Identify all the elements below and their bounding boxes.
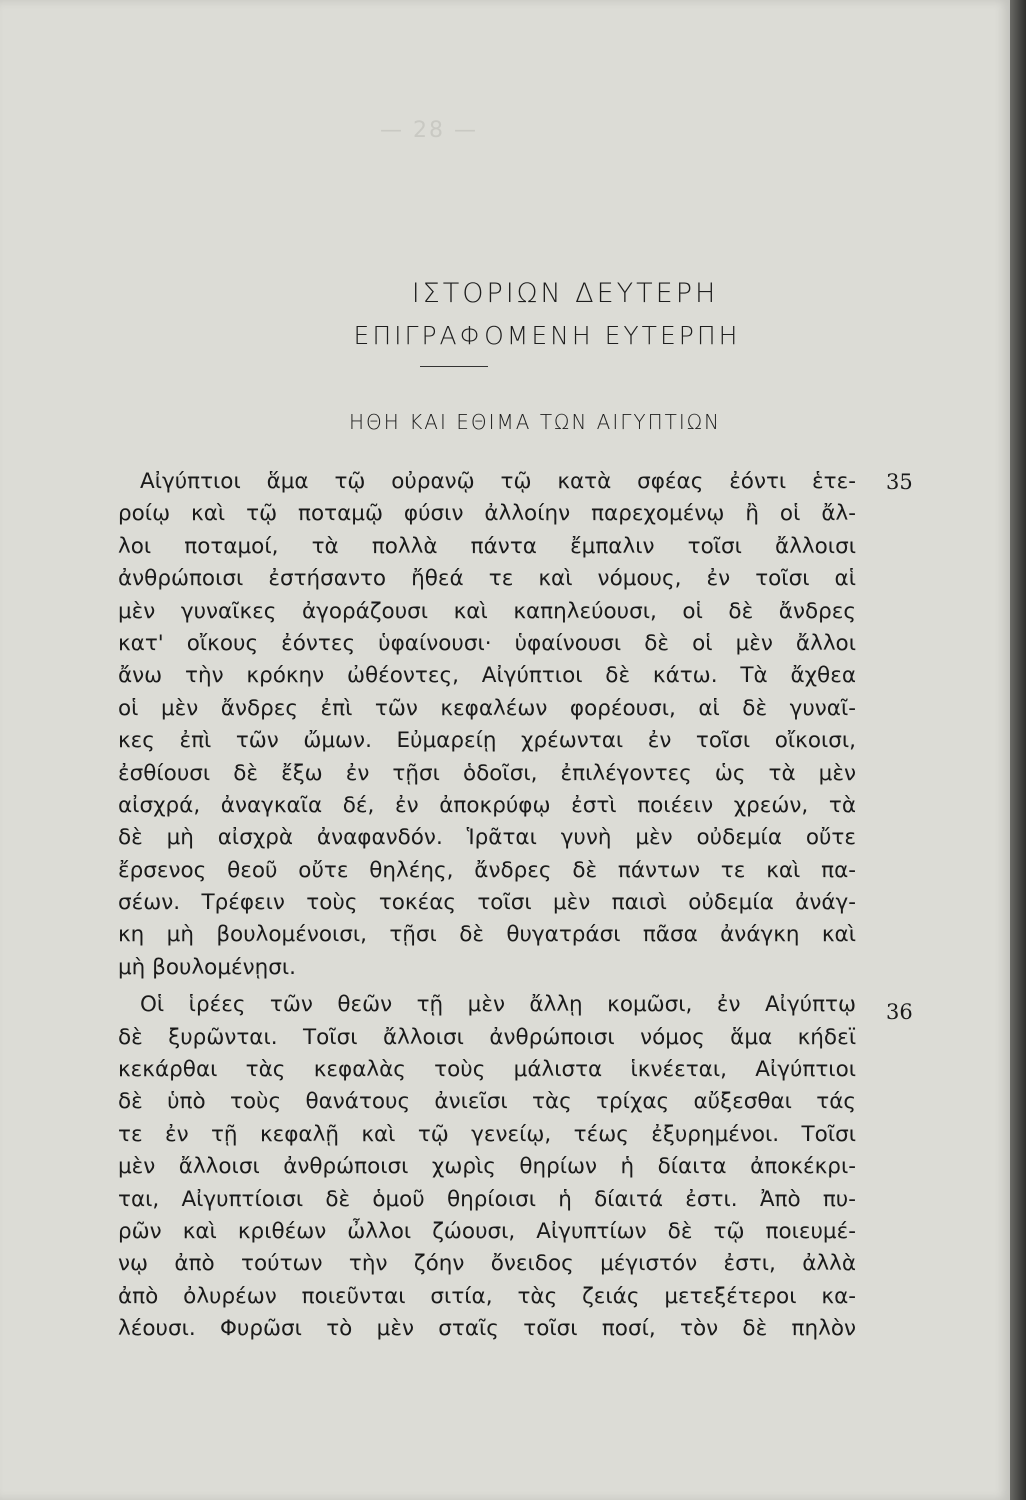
text-line: ρῶν καὶ κριθέων ὦλλοι ζώουσι, Αἰγυπτίων δὲ τῷ ποιευμέ- [118,1218,856,1244]
text-line: ἀνθρώποισι ἐστήσαντο ἤθεά τε καὶ νόμους, ἐν τοῖσι αἱ [118,566,856,592]
book-subtitle: ΕΠΙΓΡΑΦΟΜΕΝΗ ΕΥΤΕΡΠΗ [353,321,741,350]
chapter-number: 35 [886,470,913,494]
body-text [118,466,856,1346]
text-line: ται, Αἰγυπτίοισι δὲ ὁμοῦ θηρίοισι ἡ δίαιτά ἐστι. Ἀπὸ πυ- [118,1186,856,1212]
text-line: δὲ ξυρῶνται. Τοῖσι ἄλλοισι ἀνθρώποισι νόμος ἅμα κήδεϊ [118,1024,856,1050]
text-line: κατ' οἴκους ἐόντες ὑφαίνουσι· ὑφαίνουσι δὲ οἱ μὲν ἄλλοι [118,630,856,656]
text-line: οἱ μὲν ἄνδρες ἐπὶ τῶν κεφαλέων φορέουσι, αἱ δὲ γυναῖ- [118,695,856,721]
text-line: μὲν ἄλλοισι ἀνθρώποισι χωρὶς θηρίων ἡ δίαιτα ἀποκέκρι- [118,1154,856,1180]
paragraph [118,989,856,1345]
text-line: κες ἐπὶ τῶν ὤμων. Εὐμαρείῃ χρέωνται ἐν τοῖσι οἴκοισι, [118,728,856,754]
text-line: ἔρσενος θεοῦ οὔτε θηλέης, ἄνδρες δὲ πάντων τε καὶ πα- [118,857,856,883]
text-line: τε ἐν τῇ κεφαλῇ καὶ τῷ γενείῳ, τέως ἐξυρημένοι. Τοῖσι [118,1121,856,1147]
text-line: Οἱ ἱρέες τῶν θεῶν τῇ μὲν ἄλλῃ κομῶσι, ἐν Αἰγύπτῳ [140,992,856,1018]
text-line: κεκάρθαι τὰς κεφαλὰς τοὺς μάλιστα ἱκνέεται, Αἰγύπτιοι [118,1057,856,1083]
book-title: ΙΣΤΟΡΙΩΝ ΔΕΥΤΕΡΗ [411,278,719,309]
text-line: μὴ βουλομένῃσι. [118,954,297,980]
paragraph [118,466,856,984]
text-line: ἐσθίουσι δὲ ἔξω ἐν τῇσι ὁδοῖσι, ἐπιλέγοντες ὡς τὰ μὲν [118,760,856,786]
page-edge-shadow [1010,0,1026,1500]
text-line: νῳ ἀπὸ τούτων τὴν ζόην ὄνειδος μέγιστόν ἐστι, ἀλλὰ [118,1251,856,1277]
text-line: Αἰγύπτιοι ἅμα τῷ οὐρανῷ τῷ κατὰ σφέας ἐόντι ἑτε- [140,469,856,494]
running-head: — 28 — [380,118,478,143]
text-line: ἄνω τὴν κρόκην ὠθέοντες, Αἰγύπτιοι δὲ κάτω. Τὰ ἄχθεα [118,663,856,689]
text-line: μὲν γυναῖκες ἀγοράζουσι καὶ καπηλεύουσι, οἱ δὲ ἄνδρες [118,598,856,624]
text-line: λέουσι. Φυρῶσι τὸ μὲν σταῖς τοῖσι ποσί, τὸν δὲ πηλὸν [118,1316,856,1342]
text-line: κη μὴ βουλομένοισι, τῇσι δὲ θυγατράσι πᾶσα ἀνάγκη καὶ [118,922,856,948]
text-line: δὲ ὑπὸ τοὺς θανάτους ἀνιεῖσι τὰς τρίχας αὔξεσθαι τάς [118,1089,856,1115]
text-line: ροίῳ καὶ τῷ ποταμῷ φύσιν ἀλλοίην παρεχομένῳ ἢ οἱ ἄλ- [118,501,856,527]
text-line: σέων. Τρέφειν τοὺς τοκέας τοῖσι μὲν παισὶ οὐδεμία ἀνάγ- [118,890,856,916]
title-rule [420,366,488,367]
section-heading: ΗΘΗ ΚΑΙ ΕΘΙΜΑ ΤΩΝ ΑΙΓΥΠΤΙΩΝ [349,410,721,434]
text-line: λοι ποταμοί, τὰ πολλὰ πάντα ἔμπαλιν τοῖσι ἄλλοισι [118,533,856,559]
text-line: ἀπὸ ὀλυρέων ποιεῦνται σιτία, τὰς ζειάς μετεξέτεροι κα- [118,1283,856,1309]
text-line: αἰσχρά, ἀναγκαῖα δέ, ἐν ἀποκρύφῳ ἐστὶ ποιέειν χρεών, τὰ [118,792,856,818]
text-line: δὲ μὴ αἰσχρὰ ἀναφανδόν. Ἱρᾶται γυνὴ μὲν οὐδεμία οὔτε [118,825,856,851]
chapter-number: 36 [886,1000,913,1024]
